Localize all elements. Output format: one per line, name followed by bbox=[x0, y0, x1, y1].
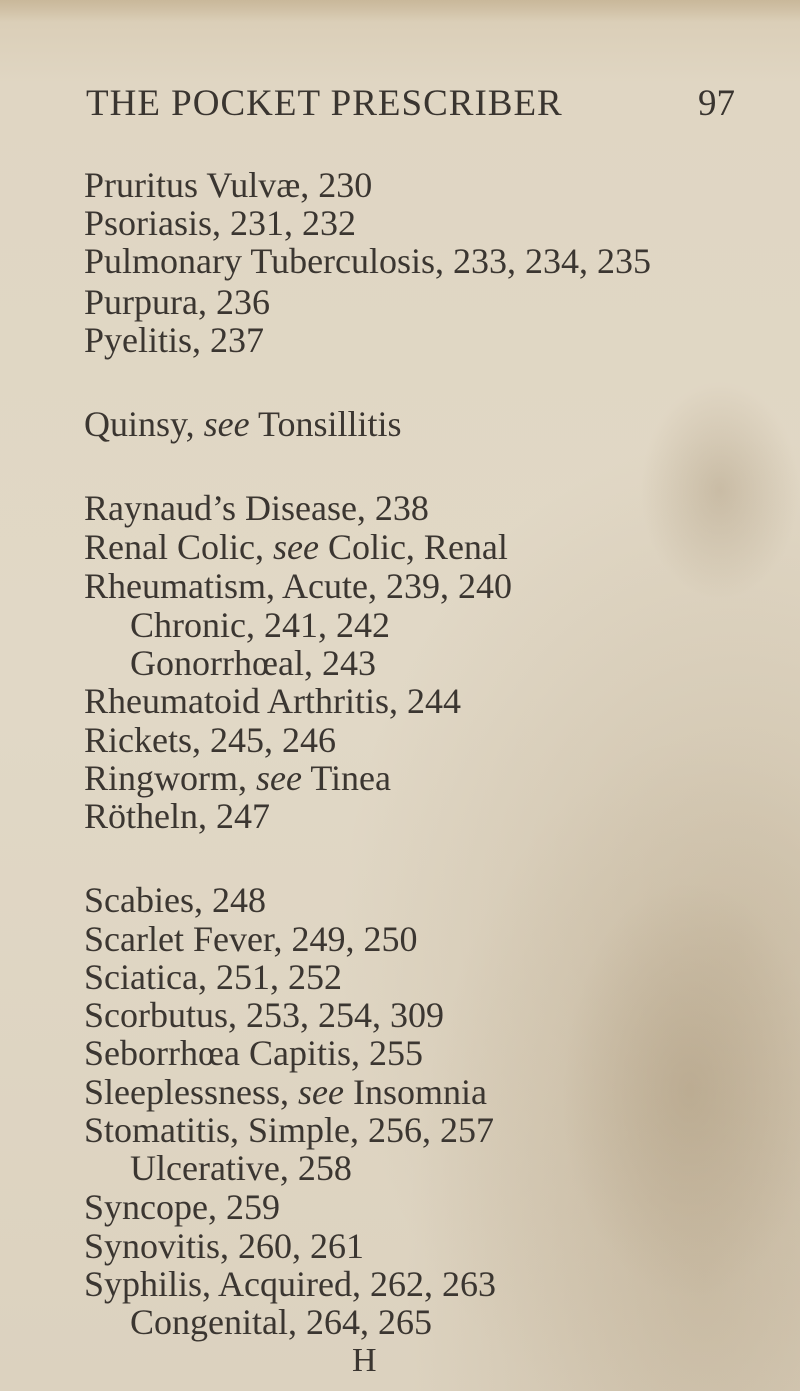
reference-target: Tonsillitis bbox=[249, 404, 402, 444]
index-entry: Rickets, 245, 246 bbox=[84, 720, 336, 760]
index-entry: Stomatitis, Simple, 256, 257 bbox=[84, 1110, 495, 1150]
page-top-edge bbox=[0, 0, 800, 22]
foxing-stain bbox=[560, 880, 800, 1300]
index-subentry: Chronic, 241, 242 bbox=[130, 605, 390, 645]
reference-target: Tinea bbox=[301, 758, 392, 798]
running-head: THE POCKET PRESCRIBER bbox=[86, 83, 563, 124]
see-reference: see bbox=[297, 1072, 344, 1112]
index-entry: Seborrhœa Capitis, 255 bbox=[84, 1033, 423, 1073]
index-entry: Syncope, 259 bbox=[84, 1187, 280, 1227]
index-entry: Scorbutus, 253, 254, 309 bbox=[84, 995, 444, 1035]
index-entry: Pruritus Vulvæ, 230 bbox=[84, 165, 373, 205]
index-entry: Pulmonary Tuberculosis, 233, 234, 235 bbox=[84, 241, 652, 281]
foxing-stain bbox=[640, 380, 800, 600]
index-subentry: Ulcerative, 258 bbox=[130, 1148, 352, 1188]
index-entry: Sciatica, 251, 252 bbox=[84, 957, 342, 997]
index-entry: Syphilis, Acquired, 262, 263 bbox=[84, 1264, 496, 1304]
index-subentry: Gonorrhœal, 243 bbox=[130, 643, 376, 683]
index-entry-cross-reference bbox=[84, 1072, 487, 1112]
index-term: Ringworm, bbox=[84, 758, 257, 798]
reference-target: Colic, Renal bbox=[318, 527, 508, 567]
index-entry-cross-reference bbox=[84, 404, 402, 444]
index-entry: Scarlet Fever, 249, 250 bbox=[84, 919, 418, 959]
index-entry: Raynaud’s Disease, 238 bbox=[84, 488, 429, 528]
page-number: 97 bbox=[698, 83, 735, 124]
index-term: Sleeplessness, bbox=[84, 1072, 298, 1112]
index-entry: Scabies, 248 bbox=[84, 880, 266, 920]
index-term: Quinsy, bbox=[84, 404, 204, 444]
see-reference: see bbox=[256, 758, 302, 798]
see-reference: see bbox=[203, 404, 250, 444]
index-entry-cross-reference bbox=[84, 527, 508, 567]
index-term: Renal Colic, bbox=[84, 527, 273, 567]
signature-mark: H bbox=[352, 1342, 377, 1379]
index-subentry: Congenital, 264, 265 bbox=[130, 1302, 432, 1342]
index-entry: Pyelitis, 237 bbox=[84, 320, 265, 360]
see-reference: see bbox=[272, 527, 319, 567]
index-entry: Synovitis, 260, 261 bbox=[84, 1226, 365, 1266]
index-entry: Psoriasis, 231, 232 bbox=[84, 203, 357, 243]
reference-target: Insomnia bbox=[343, 1072, 487, 1112]
index-entry: Rötheln, 247 bbox=[84, 796, 270, 836]
index-entry: Purpura, 236 bbox=[84, 282, 270, 322]
index-entry-cross-reference bbox=[84, 758, 391, 798]
index-entry: Rheumatism, Acute, 239, 240 bbox=[84, 566, 512, 606]
index-entry: Rheumatoid Arthritis, 244 bbox=[84, 681, 461, 721]
